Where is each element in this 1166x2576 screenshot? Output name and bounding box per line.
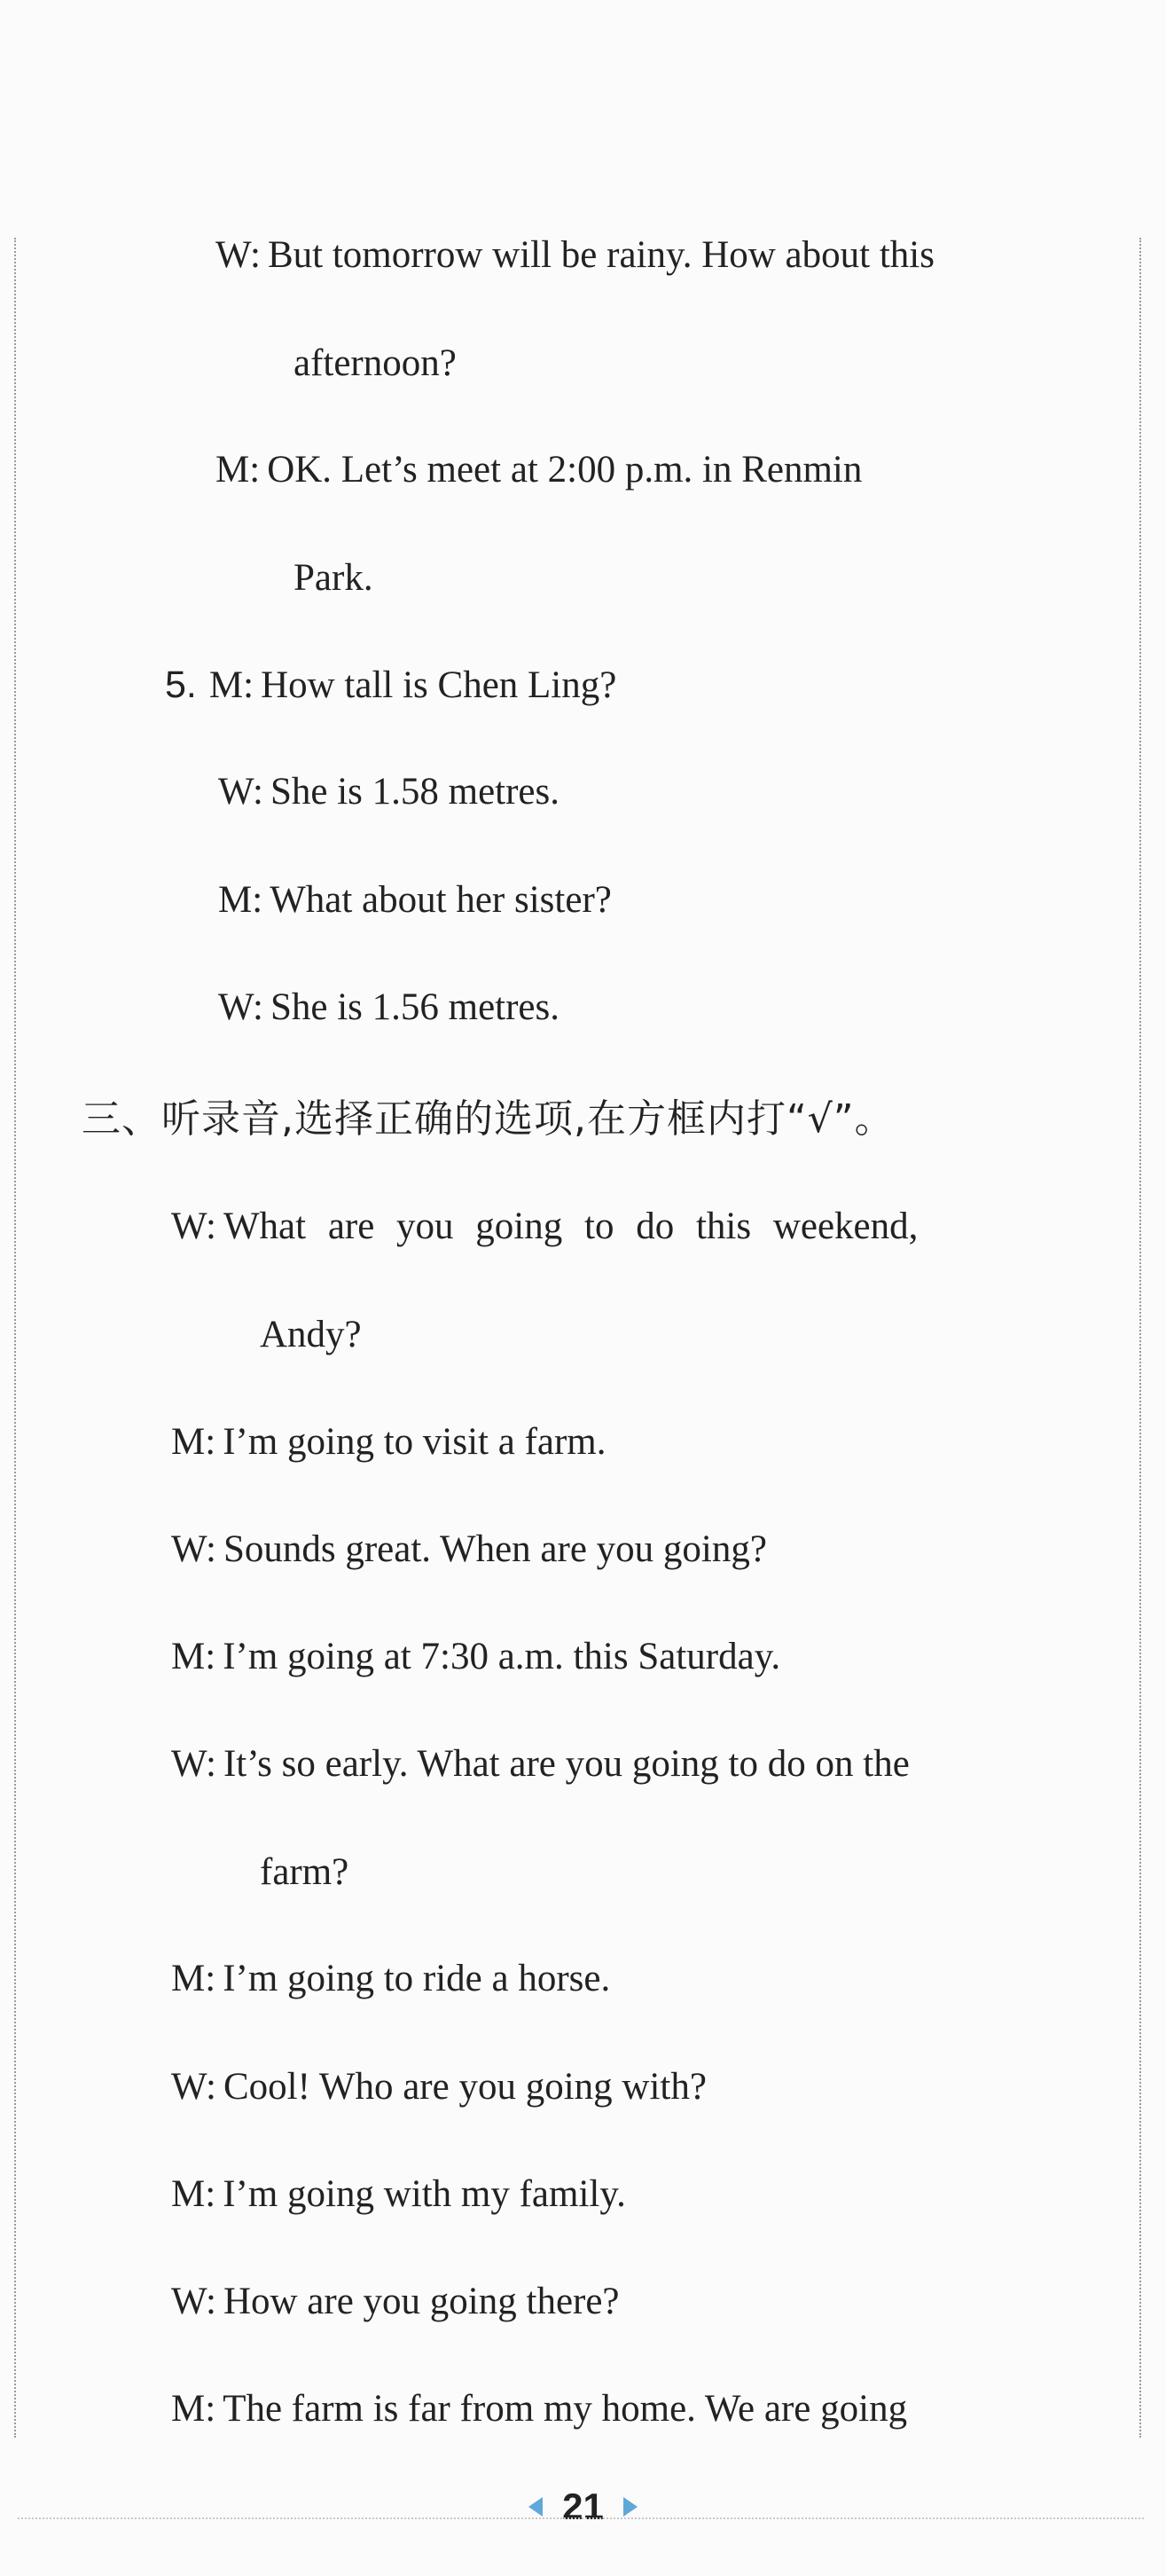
speaker-label: M <box>171 1636 206 1677</box>
speaker-colon: : <box>206 2066 216 2108</box>
dialogue-line <box>218 985 560 1031</box>
line-text: She is 1.58 metres. <box>270 771 560 813</box>
line-text: Andy? <box>260 1314 362 1355</box>
dialogue-line-continuation <box>260 1850 348 1896</box>
speaker-colon: : <box>205 2388 216 2430</box>
speaker-colon: : <box>205 1958 216 1999</box>
line-text: I’m going with my family. <box>223 2173 626 2215</box>
dialogue-line <box>171 1634 780 1680</box>
dialogue-line <box>215 232 935 279</box>
speaker-colon: : <box>249 449 261 491</box>
speaker-label: W <box>171 1528 206 1570</box>
speaker-label: M <box>218 879 253 921</box>
line-text: What about her sister? <box>270 879 612 921</box>
line-text: What are you going to do this weekend, <box>223 1206 919 1247</box>
left-dotted-border <box>14 238 16 2438</box>
speaker-label: M <box>171 1958 206 1999</box>
speaker-label: M <box>171 1421 206 1463</box>
dialogue-line <box>171 1419 606 1465</box>
speaker-label: M <box>171 2173 206 2215</box>
item-number: 5. <box>165 664 197 706</box>
next-page-arrow-icon <box>623 2497 638 2517</box>
line-text: It’s so early. What are you going to do on the <box>223 1743 910 1785</box>
line-text: OK. Let’s meet at 2:00 p.m. in Renmin <box>267 449 863 491</box>
speaker-label: W <box>218 771 253 813</box>
line-text: I’m going to ride a horse. <box>223 1958 611 1999</box>
speaker-colon: : <box>206 1743 216 1785</box>
speaker-colon: : <box>205 1421 216 1463</box>
dialogue-line-continuation <box>293 341 457 387</box>
previous-page-arrow-icon <box>528 2497 543 2517</box>
line-text: The farm is far from my home. We are going <box>223 2388 908 2430</box>
line-text: afternoon? <box>293 342 457 384</box>
speaker-label: W <box>215 234 250 276</box>
speaker-label: W <box>171 1206 206 1247</box>
speaker-colon: : <box>205 1636 216 1677</box>
dialogue-line-continuation <box>260 1312 362 1358</box>
dialogue-line <box>171 2172 626 2218</box>
line-text: I’m going at 7:30 a.m. this Saturday. <box>223 1636 781 1677</box>
speaker-colon: : <box>206 2281 216 2322</box>
speaker-colon: : <box>252 879 263 921</box>
line-text: Park. <box>293 557 373 599</box>
dialogue-line <box>215 447 1072 493</box>
speaker-colon: : <box>205 2173 216 2215</box>
section-heading: 三、听录音,选择正确的选项,在方框内打“√”。 <box>82 1096 895 1142</box>
dialogue-line <box>218 769 560 815</box>
speaker-label: M <box>171 2388 206 2430</box>
speaker-colon: : <box>253 986 263 1028</box>
line-text: How are you going there? <box>223 2281 620 2322</box>
right-dotted-border <box>1139 238 1141 2438</box>
dialogue-line <box>171 1741 910 1787</box>
line-text: Sounds great. When are you going? <box>223 1528 767 1570</box>
speaker-label: W <box>171 2066 206 2108</box>
line-text: Cool! Who are you going with? <box>223 2066 707 2108</box>
dialogue-line <box>171 1204 1072 1250</box>
page-footer <box>0 2480 1166 2533</box>
line-text: How tall is Chen Ling? <box>261 664 617 706</box>
line-text: I’m going to visit a farm. <box>223 1421 606 1463</box>
page-number: 21 <box>562 2486 604 2527</box>
dialogue-line <box>218 877 612 923</box>
speaker-label: M <box>215 449 250 491</box>
dialogue-line <box>171 2279 620 2325</box>
dialogue-line <box>171 2386 907 2432</box>
dialogue-line-continuation <box>293 555 373 601</box>
dialogue-line-numbered <box>165 662 616 709</box>
speaker-colon: : <box>243 664 254 706</box>
dialogue-line <box>171 1527 767 1573</box>
speaker-label: W <box>171 1743 206 1785</box>
speaker-label: W <box>218 986 253 1028</box>
speaker-colon: : <box>250 234 261 276</box>
dialogue-line <box>171 1956 610 2002</box>
line-text: But tomorrow will be rainy. How about this <box>267 234 935 276</box>
line-text: farm? <box>260 1851 349 1893</box>
speaker-colon: : <box>206 1206 216 1247</box>
dialogue-line <box>171 2064 707 2110</box>
speaker-label: M <box>208 664 244 706</box>
speaker-label: W <box>171 2281 206 2322</box>
line-text: She is 1.56 metres. <box>270 986 560 1028</box>
speaker-colon: : <box>206 1528 216 1570</box>
speaker-colon: : <box>253 771 263 813</box>
bottom-dotted-rule <box>18 2517 1144 2519</box>
